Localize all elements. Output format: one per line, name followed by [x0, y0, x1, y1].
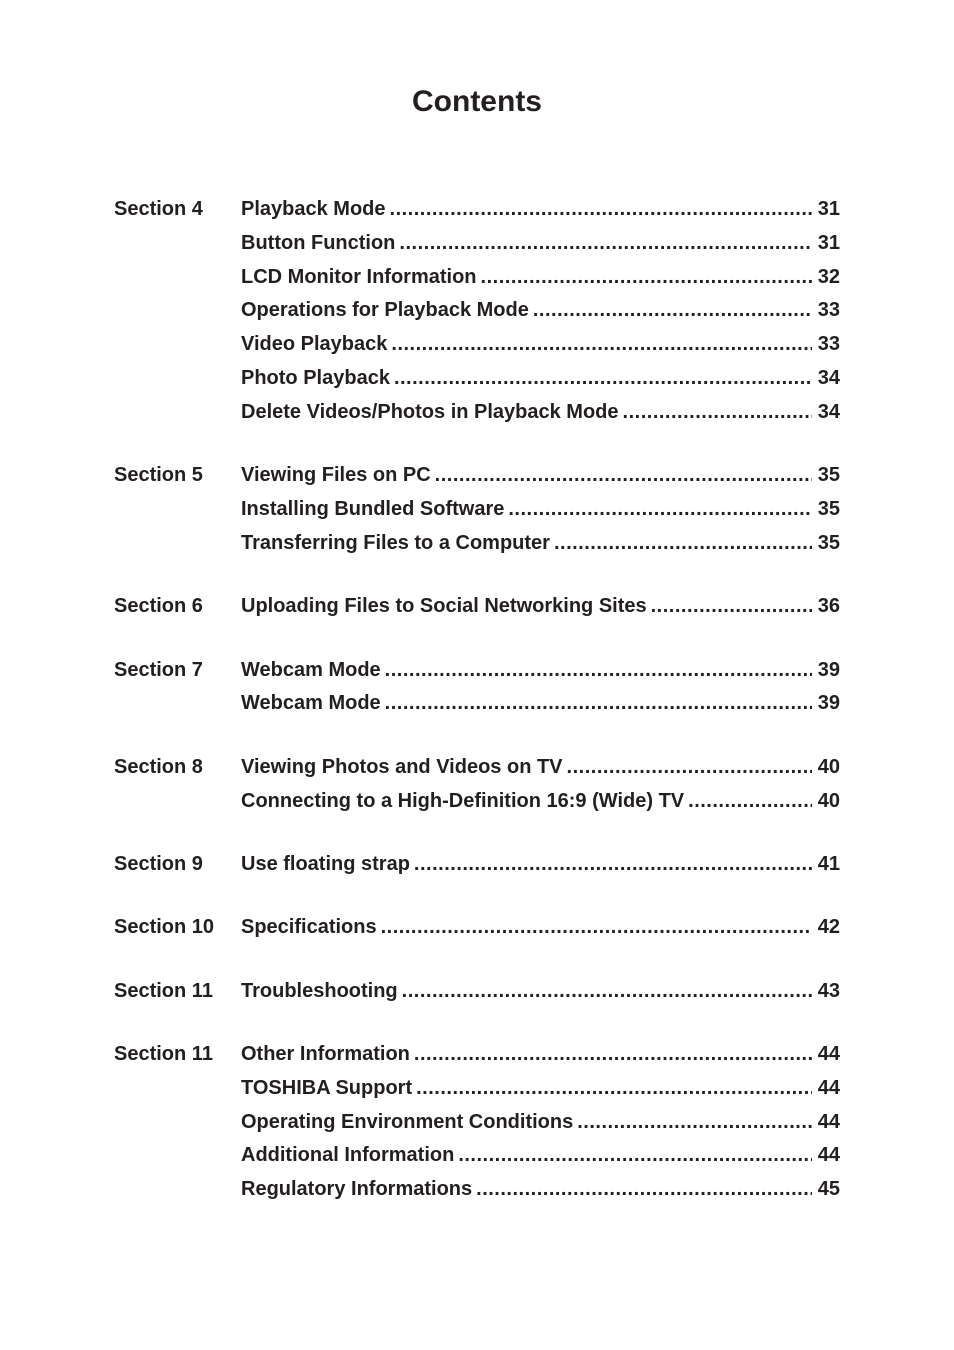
entry-title: LCD Monitor Information: [241, 265, 477, 288]
dot-leader: [577, 1106, 812, 1140]
section-entries: [241, 751, 840, 819]
page-number: 40: [817, 755, 840, 778]
section-entries: [241, 193, 840, 430]
toc-entry[interactable]: [241, 1072, 840, 1106]
page-number: 41: [817, 852, 840, 875]
toc-section: [114, 751, 840, 819]
toc-entry[interactable]: [241, 493, 840, 527]
entry-title: Webcam Mode: [241, 692, 381, 715]
section-label: Section 5: [114, 464, 203, 487]
page-number: 35: [817, 531, 840, 554]
page-number: 35: [817, 464, 840, 487]
dot-leader: [533, 294, 812, 328]
toc-entry[interactable]: [241, 975, 840, 1009]
section-label: Section 4: [114, 198, 203, 220]
section-label: Section 7: [114, 658, 203, 681]
section-entries: [241, 654, 840, 722]
section-entries: [241, 975, 840, 1009]
page-number: 44: [817, 1076, 840, 1099]
entry-title: Uploading Files to Social Networking Sites: [241, 595, 647, 618]
table-of-contents: [114, 193, 840, 1207]
dot-leader: [381, 911, 812, 945]
toc-section: [114, 459, 840, 560]
section-label: Section 8: [114, 755, 203, 778]
dot-leader: [508, 493, 812, 527]
dot-leader: [567, 751, 812, 785]
dot-leader: [481, 261, 812, 295]
section-entries: [241, 590, 840, 624]
entry-title: Delete Videos/Photos in Playback Mode: [241, 400, 619, 423]
toc-section: [114, 654, 840, 722]
toc-section: [114, 193, 840, 430]
dot-leader: [391, 328, 812, 362]
dot-leader: [385, 687, 812, 721]
toc-section: [114, 911, 840, 945]
section-label: Section 6: [114, 595, 203, 618]
toc-entry[interactable]: [241, 396, 840, 430]
toc-entry[interactable]: [241, 261, 840, 295]
toc-section: [114, 848, 840, 882]
dot-leader: [688, 785, 812, 819]
dot-leader: [623, 396, 812, 430]
toc-entry[interactable]: [241, 751, 840, 785]
entry-title: TOSHIBA Support: [241, 1076, 413, 1099]
toc-entry[interactable]: [241, 527, 840, 561]
page-number: 35: [817, 497, 840, 520]
dot-leader: [435, 459, 812, 493]
section-label: Section 11: [114, 979, 213, 1002]
dot-leader: [476, 1173, 812, 1207]
entry-title: Playback Mode: [241, 198, 386, 220]
section-label: Section 11: [114, 1043, 213, 1066]
toc-entry[interactable]: [241, 193, 840, 227]
dot-leader: [414, 1038, 812, 1072]
page-number: 31: [817, 231, 840, 254]
entry-title: Transferring Files to a Computer: [241, 531, 550, 554]
page-number: 39: [817, 658, 840, 681]
page-number: 33: [817, 333, 840, 356]
dot-leader: [399, 227, 812, 261]
section-entries: [241, 848, 840, 882]
entry-title: Other Information: [241, 1043, 410, 1066]
entry-title: Webcam Mode: [241, 658, 381, 681]
section-entries: [241, 459, 840, 560]
page-number: 36: [817, 595, 840, 618]
section-label: Section 9: [114, 852, 203, 875]
page-number: 33: [817, 299, 840, 322]
page-number: 44: [817, 1043, 840, 1066]
dot-leader: [458, 1139, 812, 1173]
entry-title: Additional Information: [241, 1144, 455, 1167]
toc-section: [114, 590, 840, 624]
page-number: 34: [817, 400, 840, 423]
entry-title: Specifications: [241, 916, 377, 939]
dot-leader: [651, 590, 812, 624]
dot-leader: [416, 1072, 812, 1106]
page-number: 34: [817, 366, 840, 389]
entry-title: Photo Playback: [241, 366, 390, 389]
toc-entry[interactable]: [241, 1139, 840, 1173]
entry-title: Operating Environment Conditions: [241, 1110, 574, 1133]
toc-entry[interactable]: [241, 362, 840, 396]
page-number: 43: [817, 979, 840, 1002]
page-number: 42: [817, 916, 840, 939]
toc-entry[interactable]: [241, 1038, 840, 1072]
entry-title: Viewing Photos and Videos on TV: [241, 755, 563, 778]
section-entries: [241, 911, 840, 945]
page-title: Contents: [412, 85, 542, 118]
page-number: 45: [817, 1178, 840, 1201]
entry-title: Regulatory Informations: [241, 1178, 473, 1201]
section-entries: [241, 1038, 840, 1207]
toc-entry[interactable]: [241, 590, 840, 624]
toc-entry[interactable]: [241, 294, 840, 328]
section-label: Section 10: [114, 916, 215, 939]
dot-leader: [554, 527, 812, 561]
toc-entry[interactable]: [241, 459, 840, 493]
toc-section: [114, 1038, 840, 1207]
page-number: 40: [817, 789, 840, 812]
dot-leader: [394, 362, 812, 396]
page-number: 44: [817, 1110, 840, 1133]
toc-entry[interactable]: [241, 328, 840, 362]
toc-entry[interactable]: [241, 848, 840, 882]
page-number: 31: [817, 198, 840, 220]
page-number: 39: [817, 692, 840, 715]
entry-title: Button Function: [241, 231, 396, 254]
toc-entry[interactable]: [241, 1106, 840, 1140]
entry-title: Operations for Playback Mode: [241, 299, 529, 322]
entry-title: Video Playback: [241, 333, 388, 356]
dot-leader: [402, 975, 812, 1009]
entry-title: Use floating strap: [241, 852, 410, 875]
toc-entry[interactable]: [241, 911, 840, 945]
page-number: 32: [817, 265, 840, 288]
entry-title: Troubleshooting: [241, 979, 398, 1002]
toc-entry[interactable]: [241, 1173, 840, 1207]
dot-leader: [414, 848, 812, 882]
page-number: 44: [817, 1144, 840, 1167]
toc-section: [114, 975, 840, 1009]
toc-entry[interactable]: [241, 227, 840, 261]
entry-title: Connecting to a High-Definition 16:9 (Wide) TV: [241, 789, 685, 812]
toc-entry[interactable]: [241, 687, 840, 721]
entry-title: Installing Bundled Software: [241, 497, 505, 520]
toc-entry[interactable]: [241, 785, 840, 819]
toc-entry[interactable]: [241, 654, 840, 688]
entry-title: Viewing Files on PC: [241, 464, 431, 487]
dot-leader: [385, 654, 812, 688]
dot-leader: [390, 193, 812, 227]
